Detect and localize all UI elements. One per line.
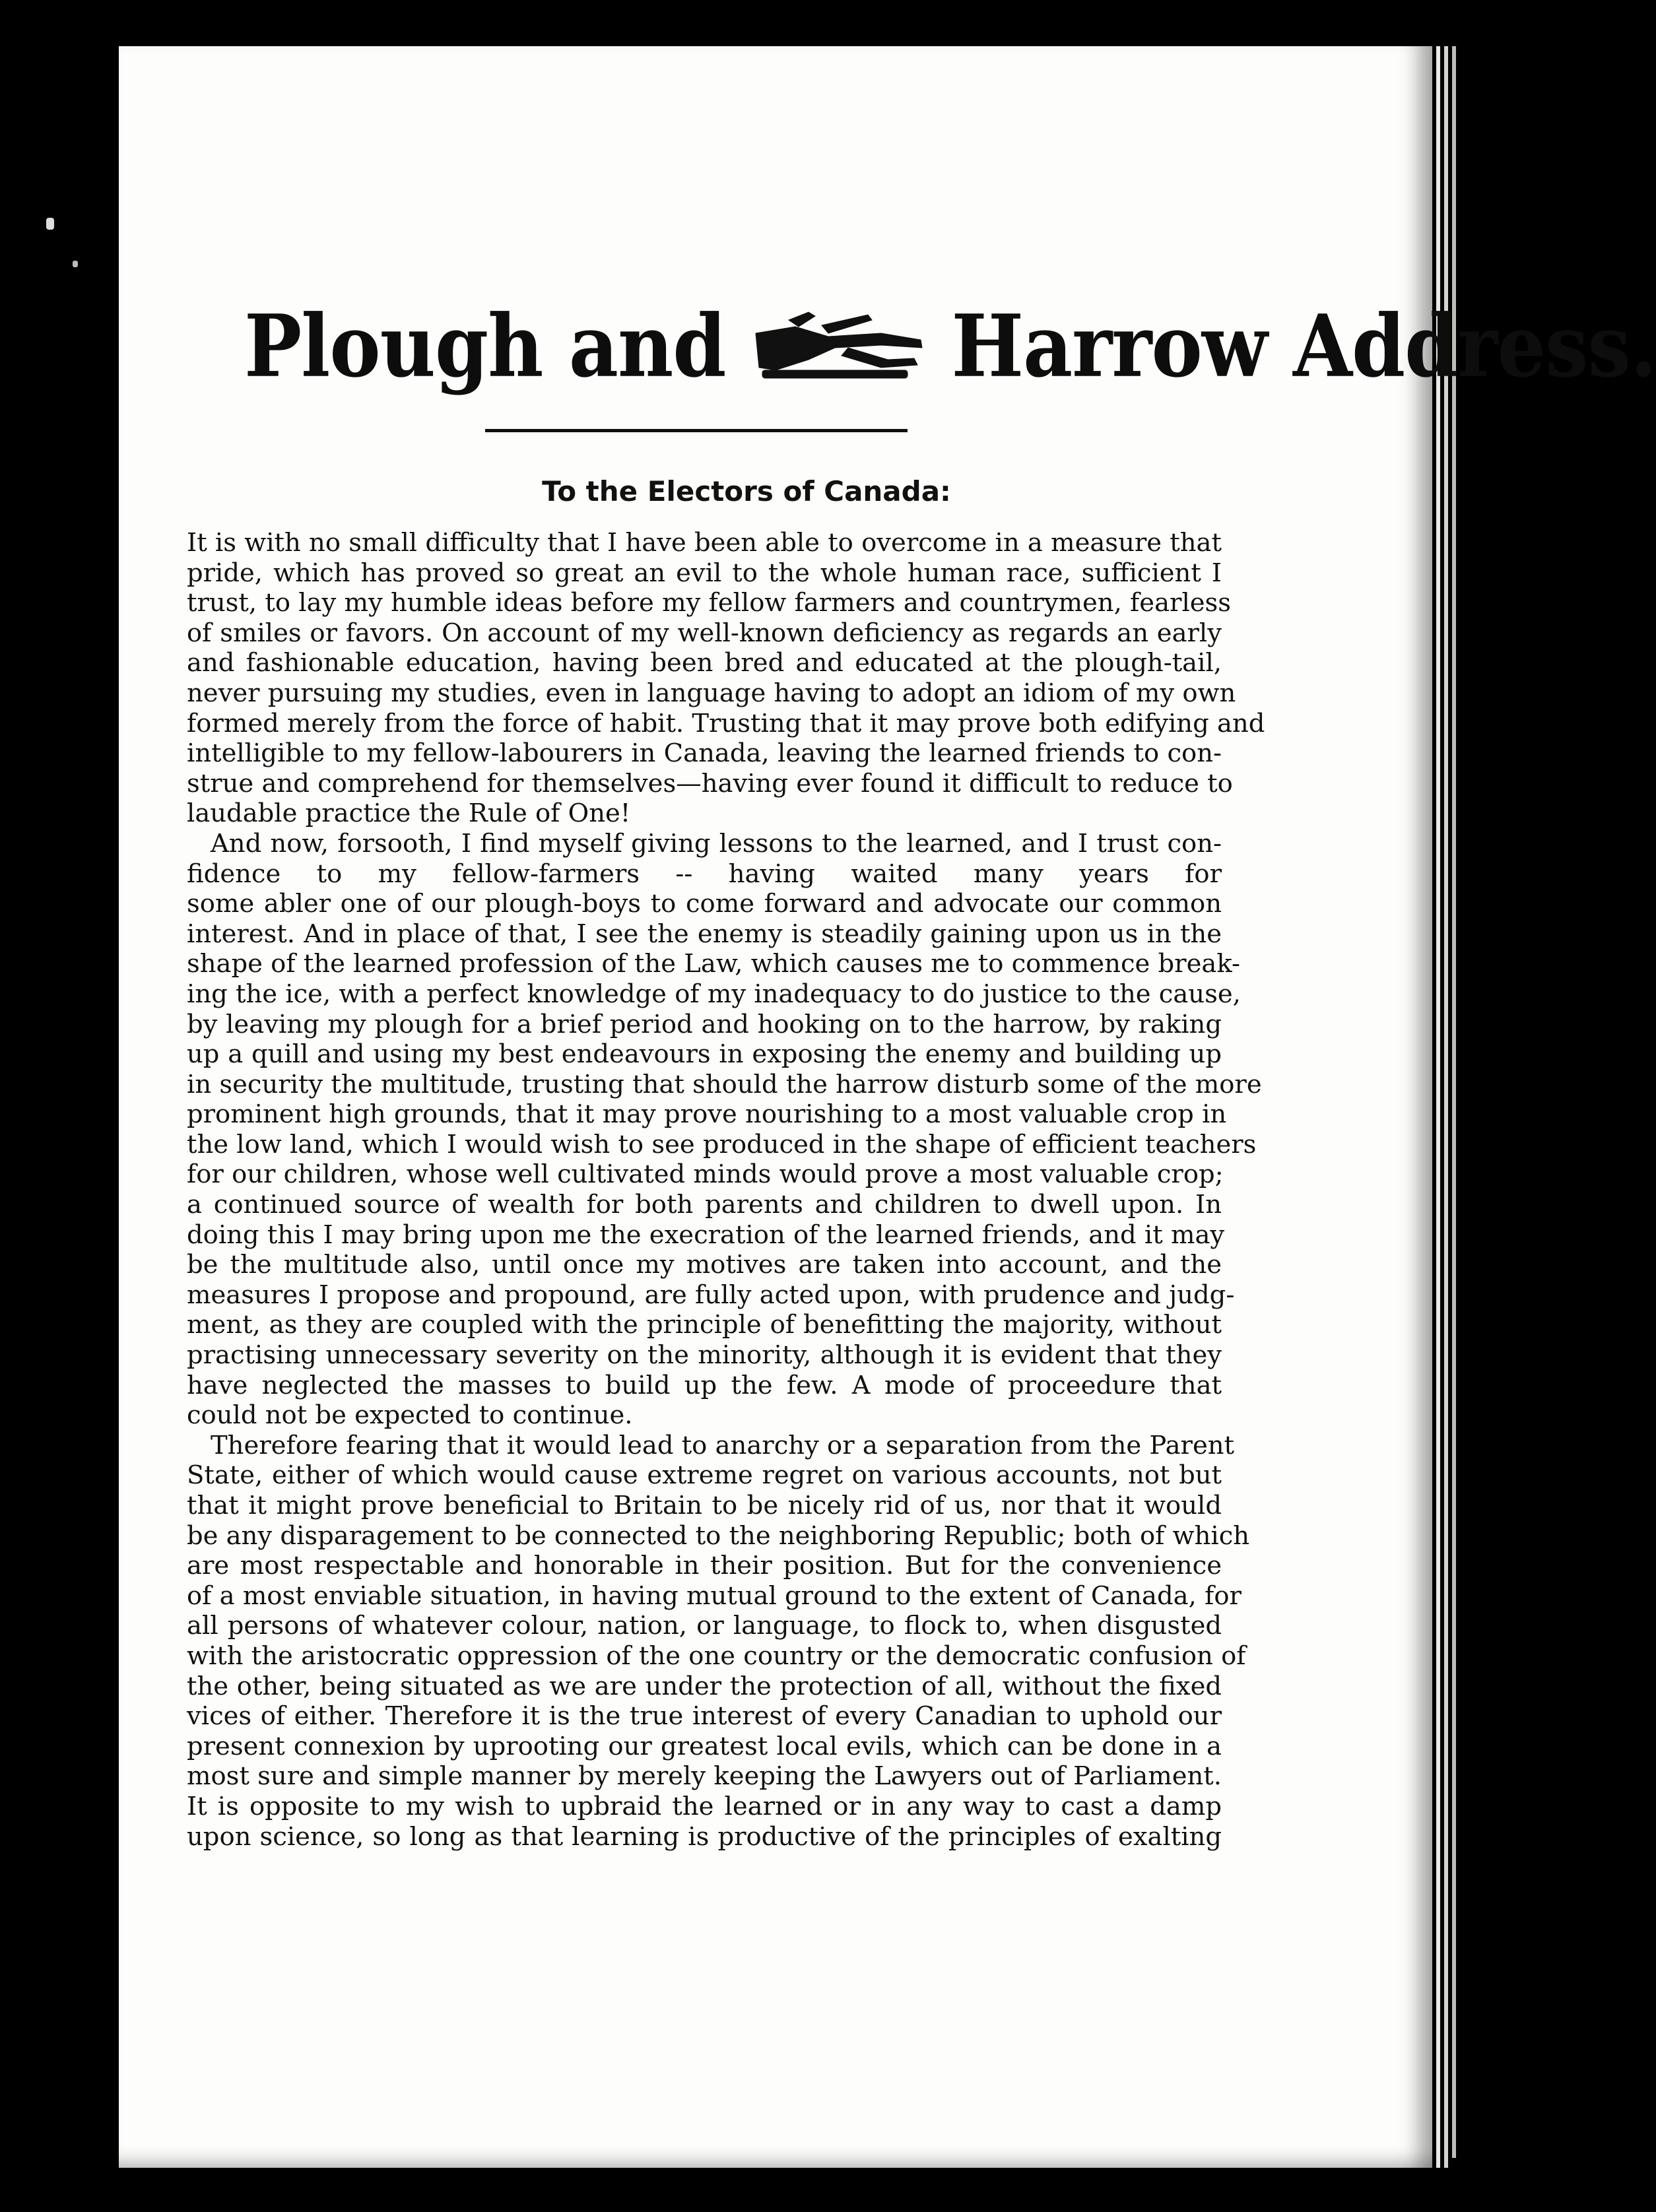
text-line: laudable practice the Rule of One!: [187, 798, 631, 829]
text-line: And now, forsooth, I find myself giving lessons to the learned, and I trust con-: [211, 828, 1222, 859]
text-line: pride, which has proved so great an evil to the whole human race, sufficient I: [187, 558, 1222, 588]
text-line: of smiles or favors. On account of my well-known deficiency as regards an early: [187, 618, 1222, 648]
text-line: the low land, which I would wish to see produced in the shape of efficient teachers: [187, 1129, 1257, 1159]
dust-speck: [46, 218, 54, 230]
text-line: interest. And in place of that, I see the enemy is steadily gaining upon us in the: [187, 919, 1222, 949]
text-line: upon science, so long as that learning is productive of the principles of exalting: [187, 1821, 1222, 1852]
text-line: Therefore fearing that it would lead to anarchy or a separation from the Parent: [211, 1430, 1234, 1460]
text-line: strue and comprehend for themselves—having ever found it difficult to reduce to: [187, 768, 1233, 798]
text-line: measures I propose and propound, are fully acted upon, with prudence and judg-: [187, 1280, 1235, 1310]
headline-left: Plough and: [244, 296, 726, 397]
text-line: of a most enviable situation, in having mutual ground to the extent of Canada, for: [187, 1580, 1242, 1611]
salutation: To the Electors of Canada:: [542, 475, 951, 507]
text-line: shape of the learned profession of the Law, which causes me to commence break-: [187, 949, 1240, 979]
text-line: practising unnecessary severity on the minority, although it is evident that they: [187, 1340, 1222, 1371]
text-line: all persons of whatever colour, nation, or language, to flock to, when disgusted: [187, 1611, 1222, 1641]
text-line: a continued source of wealth for both parents and children to dwell upon. In: [187, 1190, 1222, 1220]
text-line: State, either of which would cause extreme regret on various accounts, not but: [187, 1460, 1222, 1491]
headline: [244, 290, 1656, 403]
text-line: have neglected the masses to build up the few. A mode of proceedure that: [187, 1370, 1222, 1400]
plough-icon: [749, 307, 927, 386]
text-line: by leaving my plough for a brief period and hooking on to the harrow, by raking: [187, 1009, 1222, 1039]
text-line: the other, being situated as we are under the protection of all, without the fixed: [187, 1671, 1222, 1701]
text-line: be the multitude also, until once my motives are taken into account, and the: [187, 1250, 1222, 1280]
headline-right: Harrow Address.: [951, 296, 1656, 397]
text-line: for our children, whose well cultivated minds would prove a most valuable crop;: [187, 1159, 1224, 1190]
text-line: It is opposite to my wish to upbraid the learned or in any way to cast a damp: [187, 1791, 1222, 1821]
text-line: be any disparagement to be connected to the neighboring Republic; both of which: [187, 1520, 1250, 1551]
text-line: doing this I may bring upon me the execration of the learned friends, and it may: [187, 1220, 1225, 1250]
text-line: trust, to lay my humble ideas before my fellow farmers and countrymen, fearless: [187, 588, 1232, 618]
text-line: ment, as they are coupled with the principle of benefitting the majority, without: [187, 1310, 1222, 1340]
text-line: with the aristocratic oppression of the one country or the democratic confusion of: [187, 1641, 1246, 1671]
text-line: and fashionable education, having been bred and educated at the plough-tail,: [187, 648, 1222, 678]
text-line: ing the ice, with a perfect knowledge of my inadequacy to do justice to the cause,: [187, 979, 1241, 1009]
text-line: present connexion by uprooting our greatest local evils, which can be done in a: [187, 1731, 1222, 1761]
title-rule: [485, 429, 908, 432]
text-line: vices of either. Therefore it is the true interest of every Canadian to uphold our: [187, 1701, 1222, 1732]
text-line: could not be expected to continue.: [187, 1400, 633, 1431]
text-line: intelligible to my fellow-labourers in Canada, leaving the learned friends to con-: [187, 738, 1222, 769]
text-line: are most respectable and honorable in their position. But for the convenience: [187, 1551, 1222, 1581]
text-line: most sure and simple manner by merely keeping the Lawyers out of Parliament.: [187, 1761, 1222, 1792]
body-text: [187, 528, 1265, 1852]
text-line: It is with no small difficulty that I have been able to overcome in a measure that: [187, 528, 1222, 558]
text-line: up a quill and using my best endeavours in exposing the enemy and building up: [187, 1039, 1222, 1070]
text-line: formed merely from the force of habit. Trusting that it may prove both edifying and: [187, 708, 1265, 738]
text-line: some abler one of our plough-boys to come forward and advocate our common: [187, 889, 1222, 919]
text-line: in security the multitude, trusting that should the harrow disturb some of the more: [187, 1069, 1262, 1099]
dust-speck: [73, 261, 78, 267]
text-line: fidence to my fellow-farmers -- having waited many years for: [187, 859, 1222, 889]
text-line: that it might prove beneficial to Britain to be nicely rid of us, nor that it would: [187, 1491, 1222, 1520]
text-line: never pursuing my studies, even in language having to adopt an idiom of my own: [187, 678, 1236, 708]
text-line: prominent high grounds, that it may prove nourishing to a most valuable crop in: [187, 1099, 1227, 1130]
